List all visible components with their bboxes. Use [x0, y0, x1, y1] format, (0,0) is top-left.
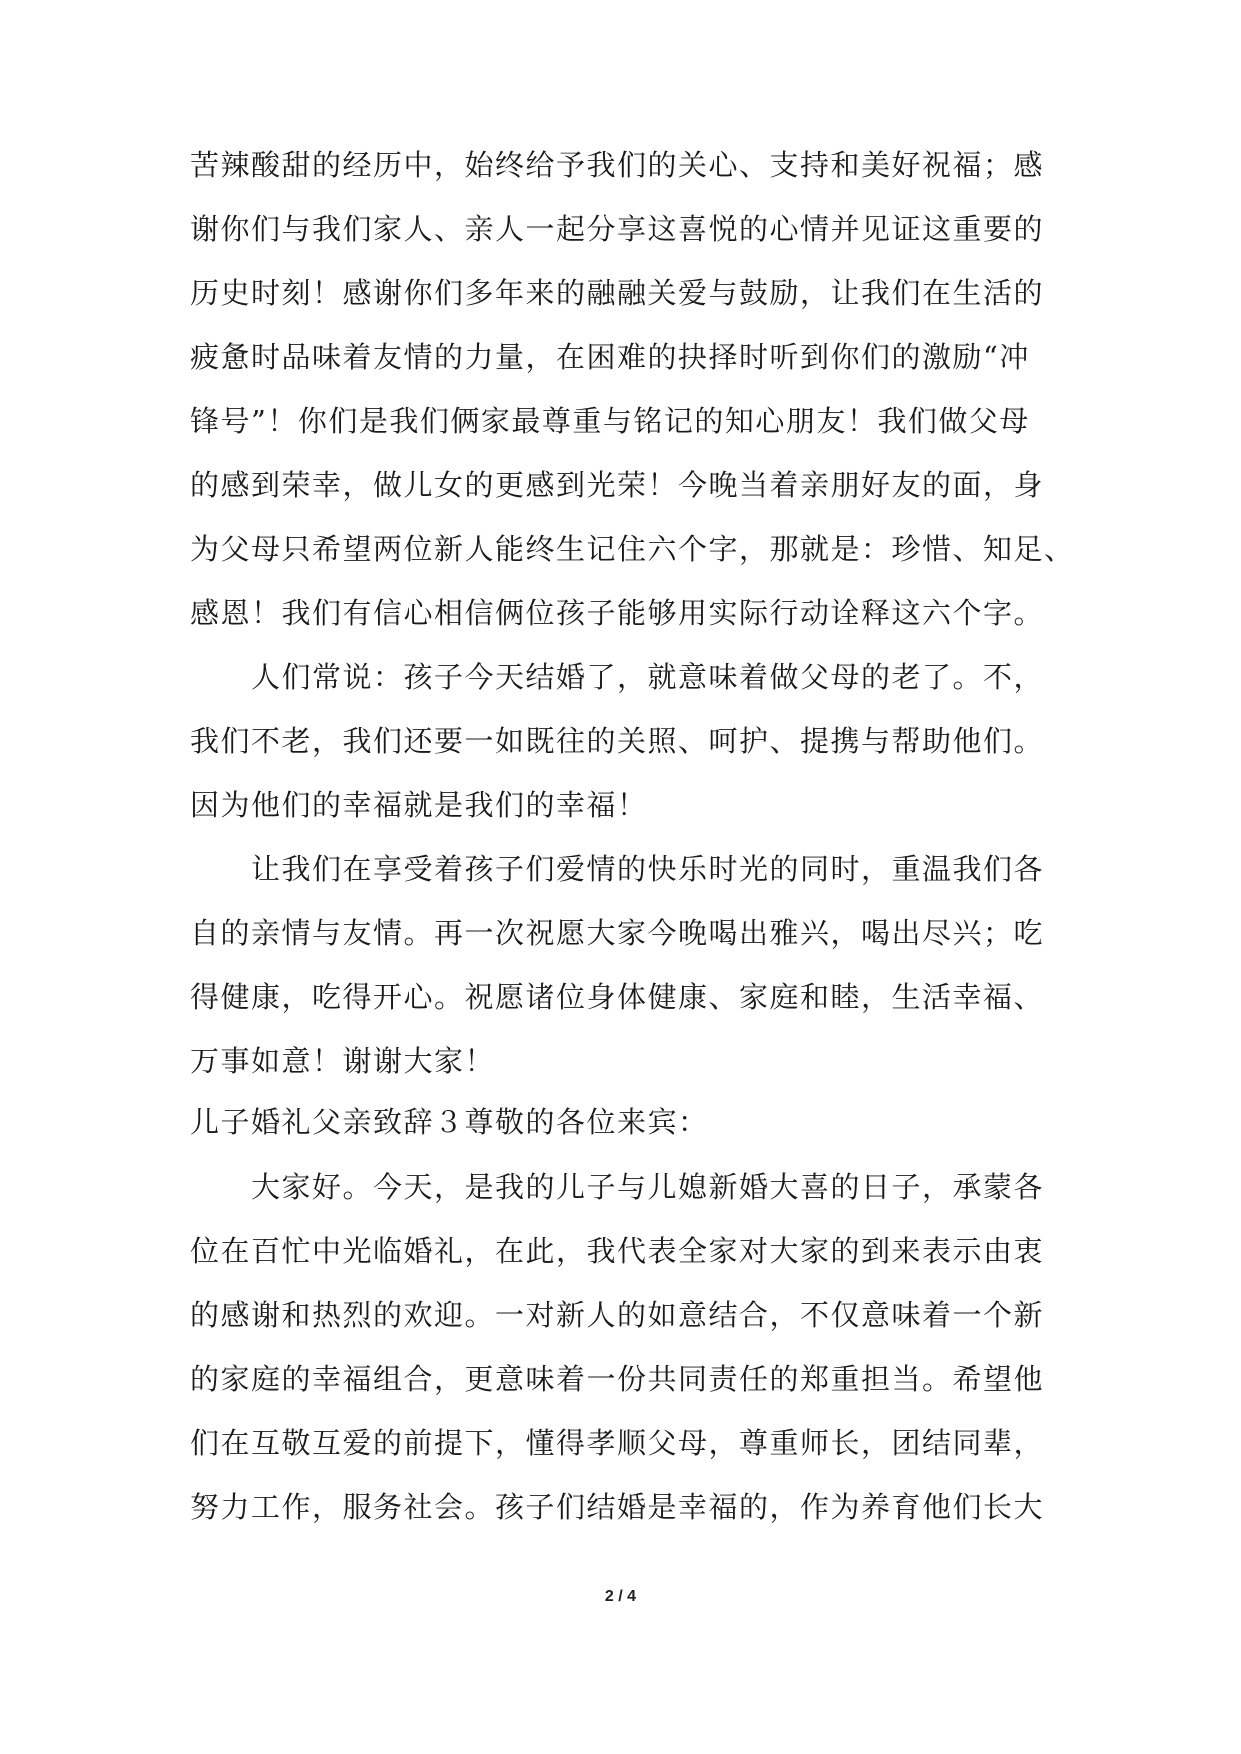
text-line: 的感谢和热烈的欢迎。一对新人的如意结合，不仅意味着一个新 — [190, 1298, 1045, 1332]
text-line: 位在百忙中光临婚礼，在此，我代表全家对大家的到来表示由衷 — [190, 1234, 1045, 1268]
text-line: 锋号”！你们是我们俩家最尊重与铭记的知心朋友！我们做父母 — [190, 404, 1030, 438]
paragraph-start-line: 人们常说：孩子今天结婚了，就意味着做父母的老了。不， — [190, 660, 1045, 694]
paragraph-start-line: 让我们在享受着孩子们爱情的快乐时光的同时，重温我们各 — [190, 852, 1045, 886]
text-line: 我们不老，我们还要一如既往的关照、呵护、提携与帮助他们。 — [190, 724, 1045, 758]
page-number: 2 / 4 — [604, 1588, 637, 1605]
text-line: 的家庭的幸福组合，更意味着一份共同责任的郑重担当。希望他 — [190, 1362, 1045, 1396]
section-heading: 儿子婚礼父亲致辞３尊敬的各位来宾： — [190, 1105, 709, 1139]
text-line: 的感到荣幸，做儿女的更感到光荣！今晚当着亲朋好友的面，身 — [190, 468, 1045, 502]
text-line: 谢你们与我们家人、亲人一起分享这喜悦的心情并见证这重要的 — [190, 212, 1045, 246]
text-line: 苦辣酸甜的经历中，始终给予我们的关心、支持和美好祝福；感 — [190, 148, 1045, 182]
text-line: 万事如意！谢谢大家！ — [190, 1044, 496, 1078]
text-line: 感恩！我们有信心相信俩位孩子能够用实际行动诠释这六个字。 — [190, 596, 1045, 630]
text-line: 疲惫时品味着友情的力量，在困难的抉择时听到你们的激励“冲 — [190, 340, 1030, 374]
text-line: 们在互敬互爱的前提下，懂得孝顺父母，尊重师长，团结同辈， — [190, 1426, 1045, 1460]
text-line: 自的亲情与友情。再一次祝愿大家今晚喝出雅兴，喝出尽兴；吃 — [190, 916, 1045, 950]
text-line: 为父母只希望两位新人能终生记住六个字，那就是：珍惜、知足、 — [190, 532, 1075, 566]
text-line: 历史时刻！感谢你们多年来的融融关爱与鼓励，让我们在生活的 — [190, 276, 1045, 310]
text-line: 努力工作，服务社会。孩子们结婚是幸福的，作为养育他们长大 — [190, 1490, 1045, 1524]
paragraph-start-line: 大家好。今天，是我的儿子与儿媳新婚大喜的日子，承蒙各 — [190, 1170, 1045, 1204]
text-line: 因为他们的幸福就是我们的幸福！ — [190, 788, 648, 822]
text-line: 得健康，吃得开心。祝愿诸位身体健康、家庭和睦，生活幸福、 — [190, 980, 1045, 1014]
